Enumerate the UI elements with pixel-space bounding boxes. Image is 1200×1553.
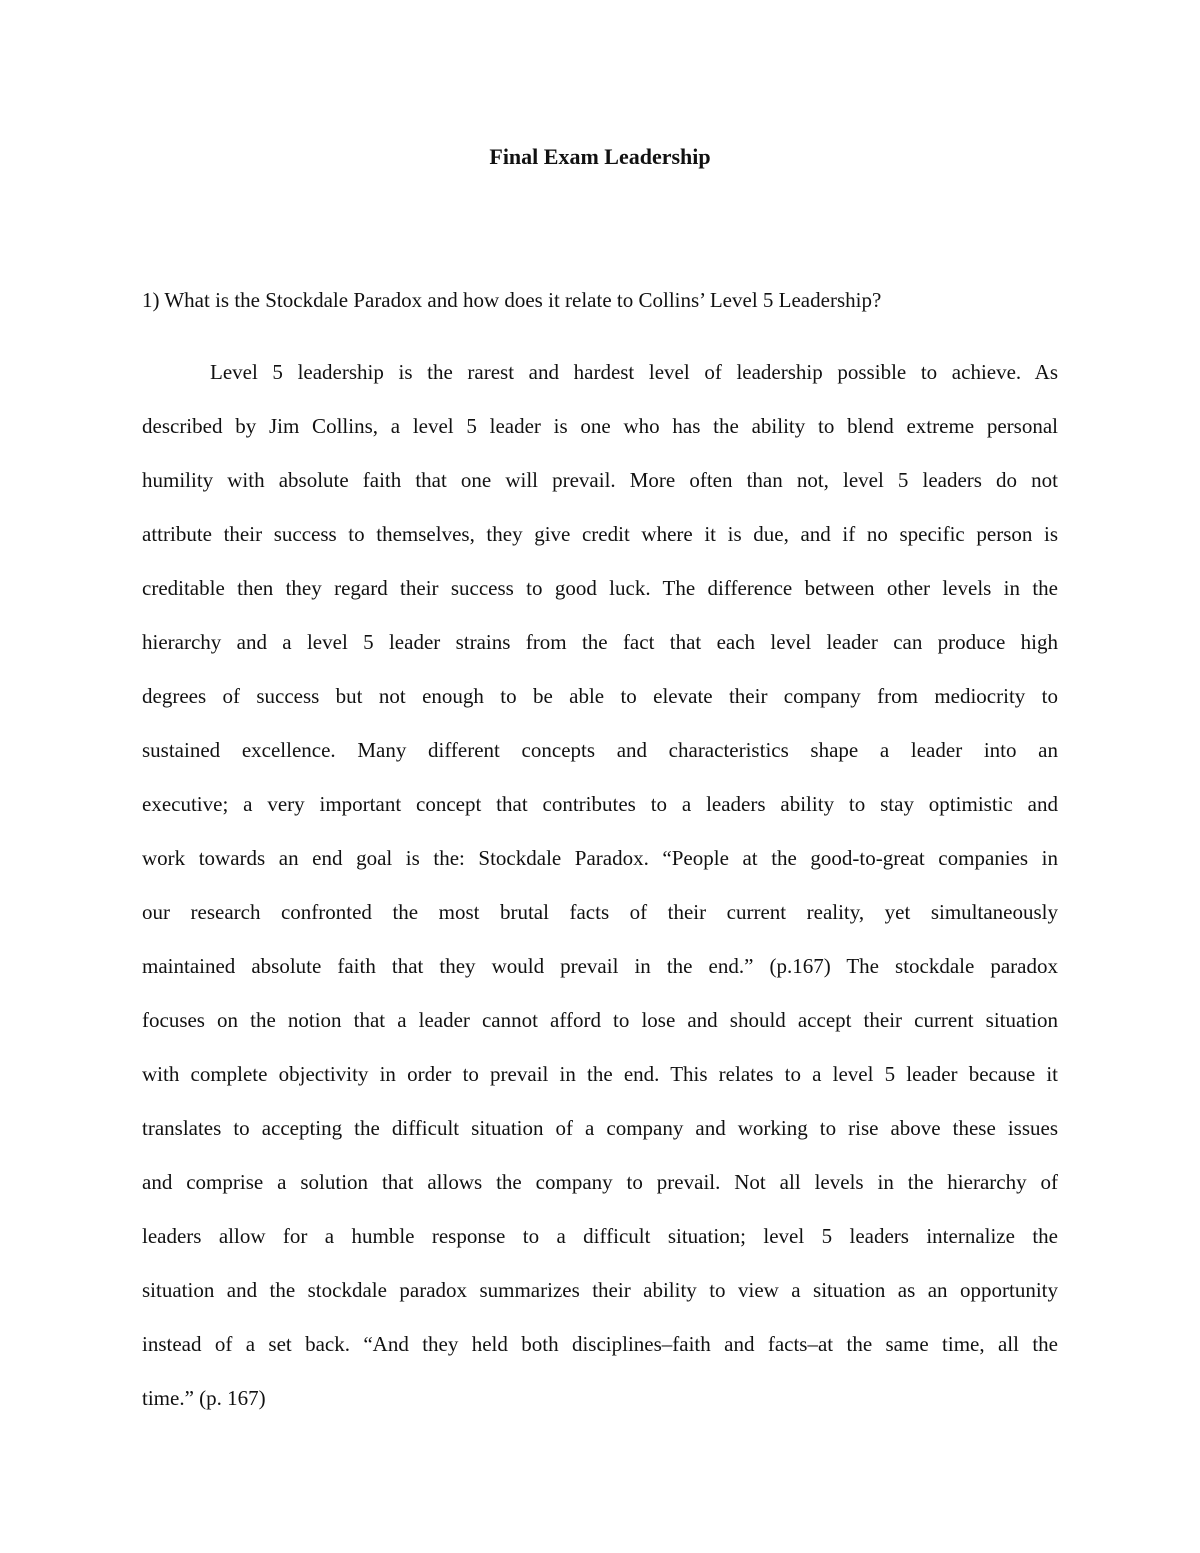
paragraph-line: degrees of success but not enough to be able to elevate their company from mediocrity to bbox=[142, 684, 1058, 708]
paragraph-line: hierarchy and a level 5 leader strains from the fact that each level leader can produce high bbox=[142, 630, 1058, 654]
answer-paragraph bbox=[142, 353, 1058, 1433]
paragraph-line: executive; a very important concept that contributes to a leaders ability to stay optimistic and bbox=[142, 792, 1058, 816]
paragraph-line: focuses on the notion that a leader cannot afford to lose and should accept their current situation bbox=[142, 1008, 1058, 1032]
paragraph-line: work towards an end goal is the: Stockdale Paradox. “People at the good-to-great companies in bbox=[142, 846, 1058, 870]
paragraph-line: our research confronted the most brutal facts of their current reality, yet simultaneously bbox=[142, 900, 1058, 924]
paragraph-line: Level 5 leadership is the rarest and hardest level of leadership possible to achieve. As bbox=[210, 360, 1058, 384]
paragraph-line: creditable then they regard their success to good luck. The difference between other levels in the bbox=[142, 576, 1058, 600]
paragraph-line: humility with absolute faith that one will prevail. More often than not, level 5 leaders do not bbox=[142, 468, 1058, 492]
paragraph-line: time.” (p. 167) bbox=[142, 1386, 266, 1410]
paragraph-line: and comprise a solution that allows the company to prevail. Not all levels in the hierarchy of bbox=[142, 1170, 1058, 1194]
question-heading: 1) What is the Stockdale Paradox and how does it relate to Collins’ Level 5 Leadership? bbox=[142, 288, 882, 312]
paragraph-line: attribute their success to themselves, they give credit where it is due, and if no specific person is bbox=[142, 522, 1058, 546]
paragraph-line: leaders allow for a humble response to a difficult situation; level 5 leaders internalize the bbox=[142, 1224, 1058, 1248]
paragraph-line: situation and the stockdale paradox summarizes their ability to view a situation as an opportunity bbox=[142, 1278, 1058, 1302]
document-title: Final Exam Leadership bbox=[489, 144, 711, 169]
paragraph-line: instead of a set back. “And they held both disciplines–faith and facts–at the same time, all the bbox=[142, 1332, 1058, 1356]
paragraph-line: translates to accepting the difficult situation of a company and working to rise above these issues bbox=[142, 1116, 1058, 1140]
paragraph-line: sustained excellence. Many different concepts and characteristics shape a leader into an bbox=[142, 738, 1058, 762]
paragraph-line: with complete objectivity in order to prevail in the end. This relates to a level 5 leader because it bbox=[142, 1062, 1058, 1086]
paragraph-line: maintained absolute faith that they would prevail in the end.” (p.167) The stockdale paradox bbox=[142, 954, 1058, 978]
paragraph-line: described by Jim Collins, a level 5 leader is one who has the ability to blend extreme personal bbox=[142, 414, 1058, 438]
